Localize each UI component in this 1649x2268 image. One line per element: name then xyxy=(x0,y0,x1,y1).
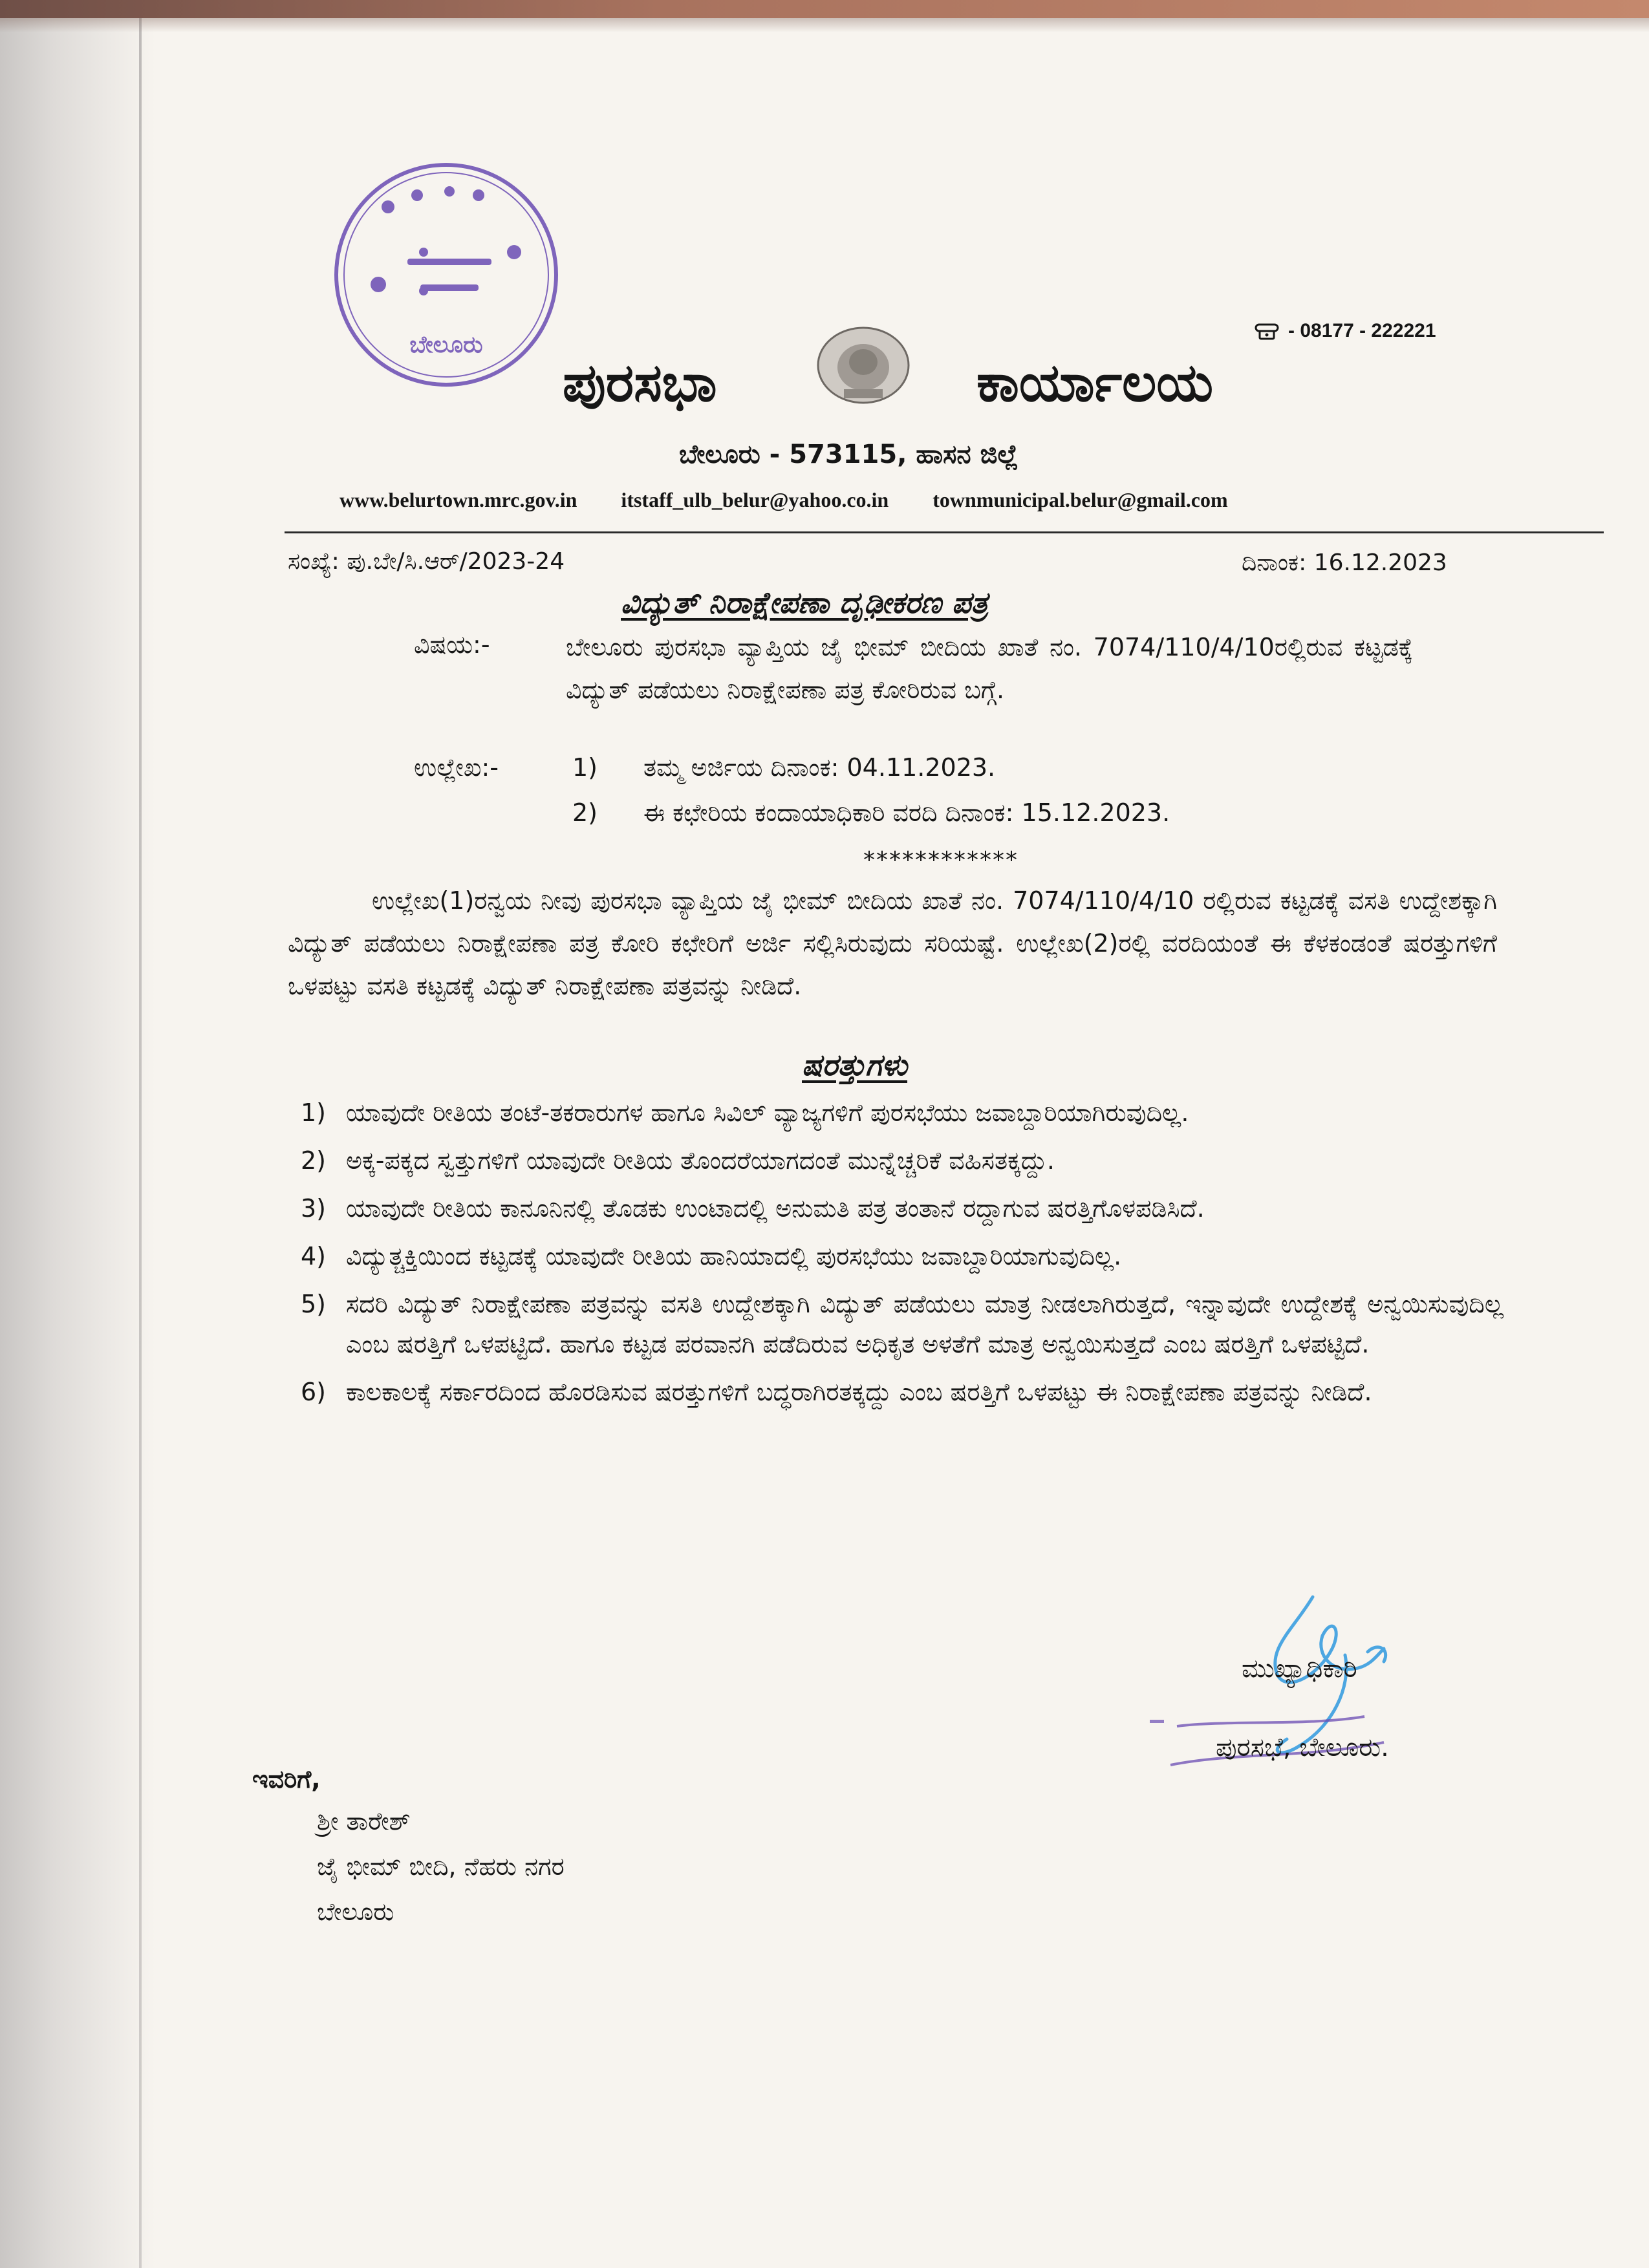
recipient-address-line-2: ಬೇಲೂರು xyxy=(317,1898,394,1926)
reference-2-text: ಈ ಕಛೇರಿಯ ಕಂದಾಯಾಧಿಕಾರಿ ವರದಿ ದಿನಾಂಕ: 15.12.2023. xyxy=(643,798,1170,827)
section-separator: ************ xyxy=(863,847,1018,873)
office-address: ಬೇಲೂರು - 573115, ಹಾಸನ ಜಿಲ್ಲೆ xyxy=(679,440,1018,469)
telephone-icon xyxy=(1255,323,1279,340)
condition-item xyxy=(301,1093,1503,1133)
condition-item xyxy=(301,1236,1503,1276)
subject-label: ವಿಷಯ:- xyxy=(414,630,490,659)
signatory-office: ಪುರಸಭೆ, ಬೇಲೂರು. xyxy=(1216,1733,1389,1762)
references-label: ಉಲ್ಲೇಖ:- xyxy=(414,753,499,782)
condition-text: ಯಾವುದೇ ರೀತಿಯ ತಂಟೆ-ತಕರಾರುಗಳ ಹಾಗೂ ಸಿವಿಲ್ ವ್ಯಾಜ್ಯಗಳಿಗೆ ಪುರಸಭೆಯು ಜವಾಬ್ದಾರಿಯಾಗಿರುವುದಿಲ್ಲ. xyxy=(346,1098,1189,1127)
office-name-right: ಕಾರ್ಯಾಲಯ xyxy=(976,352,1214,414)
condition-item xyxy=(301,1372,1503,1412)
municipal-emblem-icon xyxy=(815,317,912,414)
phone-text: - 08177 - 222221 xyxy=(1288,320,1436,341)
header-divider xyxy=(285,531,1604,533)
page-binding-line xyxy=(139,0,142,2268)
condition-number: 6) xyxy=(301,1378,327,1406)
office-round-stamp xyxy=(327,155,566,394)
recipient-label: ಇವರಿಗೆ, xyxy=(252,1765,321,1793)
condition-number: 4) xyxy=(301,1242,327,1270)
conditions-list xyxy=(301,1093,1503,1420)
contact-line xyxy=(339,488,1267,512)
reference-1-number: 1) xyxy=(572,753,598,782)
body-paragraph: ಉಲ್ಲೇಖ(1)ರನ್ವಯ ನೀವು ಪುರಸಭಾ ವ್ಯಾಪ್ತಿಯ ಜೈ ಭೀಮ್ ಬೀದಿಯ ಖಾತೆ ನಂ. 7074/110/4/10 ರಲ್ಲಿರುವ ಕಟ್ಟಡಕ್ಕೆ ವಸತಿ ಉದ್ದೇಶಕ್ಕಾಗಿ ವಿದ್ಯುತ್ ಪಡೆಯಲು ನಿರಾಕ್ಷೇಪಣಾ ಪತ್ರ ಕೋರಿ ಕಛೇರಿಗೆ ಅರ್ಜಿ ಸಲ್ಲಿಸಿರುವುದು ಸರಿಯಷ್ಟೆ. ಉಲ್ಲೇಖ(2)ರಲ್ಲಿ ವರದಿಯಂತೆ ಈ ಕೆಳಕಂಡಂತೆ ಷರತ್ತುಗಳಿಗೆ ಒಳಪಟ್ಟು ವಸತಿ ಕಟ್ಟಡಕ್ಕೆ ವಿದ್ಯುತ್ ನಿರಾಕ್ಷೇಪಣಾ ಪತ್ರವನ್ನು ನೀಡಿದೆ. xyxy=(288,886,1497,1000)
page-top-edge xyxy=(0,0,1649,18)
recipient-name: ಶ್ರೀ ತಾರೇಶ್ xyxy=(317,1807,411,1835)
reference-2-number: 2) xyxy=(572,798,598,827)
website-link[interactable]: www.belurtown.mrc.gov.in xyxy=(339,488,577,511)
email-link-1[interactable]: itstaff_ulb_belur@yahoo.co.in xyxy=(621,488,889,511)
condition-item xyxy=(301,1284,1503,1364)
subject-text: ಬೇಲೂರು ಪುರಸಭಾ ವ್ಯಾಪ್ತಿಯ ಜೈ ಭೀಮ್ ಬೀದಿಯ ಖಾತೆ ನಂ. 7074/110/4/10ರಲ್ಲಿರುವ ಕಟ್ಟಡಕ್ಕೆ ವಿದ್ಯುತ್ ಪಡೆಯಲು ನಿರಾಕ್ಷೇಪಣಾ ಪತ್ರ ಕೋರಿರುವ ಬಗ್ಗೆ. xyxy=(566,633,1413,704)
signatory-title: ಮುಖ್ಯಾಧಿಕಾರಿ xyxy=(1242,1654,1357,1684)
condition-text: ಅಕ್ಕ-ಪಕ್ಕದ ಸ್ವತ್ತುಗಳಿಗೆ ಯಾವುದೇ ರೀತಿಯ ತೊಂದರೆಯಾಗದಂತೆ ಮುನ್ನೆಚ್ಚರಿಕೆ ವಹಿಸತಕ್ಕದ್ದು. xyxy=(346,1146,1055,1175)
recipient-address-line-1: ಜೈ ಭೀಮ್ ಬೀದಿ, ನೆಹರು ನಗರ xyxy=(317,1852,565,1881)
document-title: ವಿದ್ಯುತ್ ನಿರಾಕ್ಷೇಪಣಾ ದೃಢೀಕರಣ ಪತ್ರ xyxy=(621,585,988,620)
condition-item xyxy=(301,1140,1503,1181)
stamp-text: ಬೇಲೂರು xyxy=(409,332,483,358)
phone-number xyxy=(1255,320,1436,342)
email-link-2[interactable]: townmunicipal.belur@gmail.com xyxy=(932,488,1228,511)
condition-item xyxy=(301,1188,1503,1228)
condition-text: ಸದರಿ ವಿದ್ಯುತ್ ನಿರಾಕ್ಷೇಪಣಾ ಪತ್ರವನ್ನು ವಸತಿ ಉದ್ದೇಶಕ್ಕಾಗಿ ವಿದ್ಯುತ್ ಪಡೆಯಲು ಮಾತ್ರ ನೀಡಲಾಗಿರುತ್ತದೆ, ಇನ್ನಾವುದೇ ಉದ್ದೇಶಕ್ಕೆ ಅನ್ವಯಿಸುವುದಿಲ್ಲ ಎಂಬ ಷರತ್ತಿಗೆ ಒಳಪಟ್ಟಿದೆ. ಹಾಗೂ ಕಟ್ಟಡ ಪರವಾನಗಿ ಪಡೆದಿರುವ ಅಧಿಕೃತ ಅಳತೆಗೆ ಮಾತ್ರ ಅನ್ವಯಿಸುತ್ತದೆ ಎಂಬ ಷರತ್ತಿಗೆ ಒಳಪಟ್ಟಿದೆ. xyxy=(346,1290,1503,1358)
conditions-title: ಷರತ್ತುಗಳು xyxy=(802,1047,908,1082)
condition-number: 1) xyxy=(301,1098,327,1127)
office-name-left: ಪುರಸಭಾ xyxy=(563,352,717,414)
reference-number: ಸಂಖ್ಯೆ: ಪು.ಬೇ/ಸಿ.ಆರ್/2023-24 xyxy=(288,548,565,575)
page-binding-shadow xyxy=(0,0,155,2268)
condition-number: 5) xyxy=(301,1290,327,1318)
condition-number: 2) xyxy=(301,1146,327,1175)
condition-text: ಯಾವುದೇ ರೀತಿಯ ಕಾನೂನಿನಲ್ಲಿ ತೊಡಕು ಉಂಟಾದಲ್ಲಿ ಅನುಮತಿ ಪತ್ರ ತಂತಾನೆ ರದ್ದಾಗುವ ಷರತ್ತಿಗೊಳಪಡಿಸಿದೆ. xyxy=(346,1194,1205,1223)
condition-text: ವಿದ್ಯುತ್ಚಕ್ತಿಯಿಂದ ಕಟ್ಟಡಕ್ಕೆ ಯಾವುದೇ ರೀತಿಯ ಹಾನಿಯಾದಲ್ಲಿ ಪುರಸಭೆಯು ಜವಾಬ್ದಾರಿಯಾಗುವುದಿಲ್ಲ. xyxy=(346,1242,1122,1270)
condition-text: ಕಾಲಕಾಲಕ್ಕೆ ಸರ್ಕಾರದಿಂದ ಹೊರಡಿಸುವ ಷರತ್ತುಗಳಿಗೆ ಬದ್ಧರಾಗಿರತಕ್ಕದ್ದು ಎಂಬ ಷರತ್ತಿಗೆ ಒಳಪಟ್ಟು ಈ ನಿರಾಕ್ಷೇಪಣಾ ಪತ್ರವನ್ನು ನೀಡಿದೆ. xyxy=(346,1378,1372,1406)
condition-number: 3) xyxy=(301,1194,327,1223)
signature-and-seal xyxy=(1138,1578,1474,1797)
page-top-edge-shadow xyxy=(0,18,1649,32)
letter-date: ದಿನಾಂಕ: 16.12.2023 xyxy=(1242,550,1447,576)
reference-1-text: ತಮ್ಮ ಅರ್ಜಿಯ ದಿನಾಂಕ: 04.11.2023. xyxy=(643,753,996,782)
